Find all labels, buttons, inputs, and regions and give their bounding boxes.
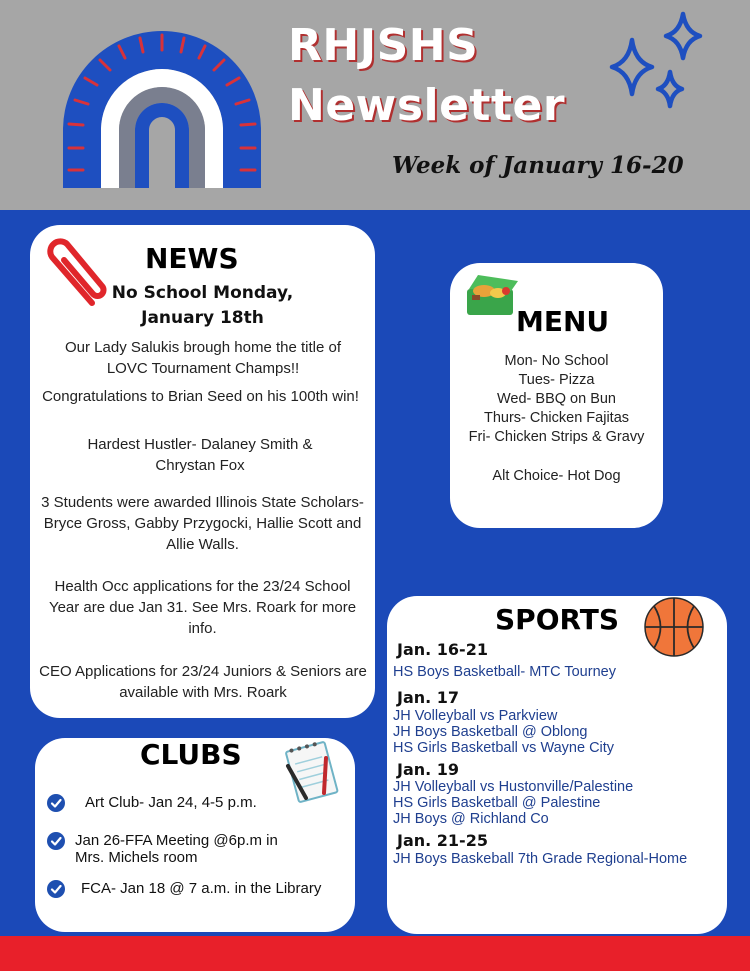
news-subheading-line-1: No School Monday, — [111, 283, 294, 303]
sports-event: JH Boys Baskeball 7th Grade Regional-Home — [393, 851, 688, 867]
clubs-heading: CLUBS — [140, 738, 242, 771]
menu-alt-choice: Alt Choice- Hot Dog — [492, 468, 621, 484]
sports-card — [387, 596, 727, 934]
newsletter-title-line-2: Newsletter — [288, 80, 566, 131]
club-item-text: FCA- Jan 18 @ 7 a.m. in the Library — [81, 880, 322, 897]
menu-item: Fri- Chicken Strips & Gravy — [468, 429, 645, 445]
sparkle-icon — [600, 10, 710, 120]
menu-item: Wed- BBQ on Bun — [496, 391, 617, 407]
notepad-pen-icon — [280, 738, 345, 808]
club-item-text: Jan 26-FFA Meeting @6p.m in Mrs. Michels room — [75, 832, 278, 866]
checkmark-icon — [47, 880, 65, 898]
news-item: Hardest Hustler- Dalaney Smith & Chrystan Fox — [87, 436, 313, 474]
sports-event: JH Volleyball vs Hustonville/Palestine — [393, 779, 634, 795]
club-item-text: Art Club- Jan 24, 4-5 p.m. — [85, 794, 257, 811]
week-label: Week of January 16-20 — [392, 152, 684, 179]
rainbow-icon — [55, 20, 270, 190]
news-item: Our Lady Salukis brough home the title of LOVC Tournament Champs!! — [65, 339, 341, 377]
news-item: Health Occ applications for the 23/24 School Year are due Jan 31. See Mrs. Roark for more info. — [48, 578, 357, 637]
checkmark-icon — [47, 832, 65, 850]
menu-item: Tues- Pizza — [518, 372, 595, 388]
sports-event: JH Boys @ Richland Co — [393, 811, 549, 827]
bottom-accent-bar — [0, 936, 750, 971]
news-item: Congratulations to Brian Seed on his 100th win! — [42, 388, 359, 405]
sports-event: HS Girls Basketball @ Palestine — [393, 795, 601, 811]
sports-heading: SPORTS — [495, 603, 620, 636]
club-item — [47, 832, 307, 866]
news-item: CEO Applications for 23/24 Juniors & Seniors are available with Mrs. Roark — [39, 663, 367, 701]
club-item — [47, 794, 257, 812]
clubs-card — [35, 738, 355, 932]
sports-event: JH Volleyball vs Parkview — [393, 708, 558, 724]
news-subheading — [30, 281, 375, 331]
header-banner — [0, 0, 750, 210]
news-card — [30, 225, 375, 718]
menu-item: Mon- No School — [504, 353, 609, 369]
basketball-icon — [643, 596, 705, 658]
newsletter-title-line-1: RHJSHS — [288, 20, 479, 71]
sports-event: HS Boys Basketball- MTC Tourney — [393, 664, 616, 680]
sports-event: JH Boys Basketball @ Oblong — [393, 724, 588, 740]
menu-card — [450, 263, 663, 528]
news-heading: NEWS — [145, 242, 239, 275]
sports-date: Jan. 19 — [397, 760, 460, 779]
checkmark-icon — [47, 794, 65, 812]
sports-date: Jan. 21-25 — [397, 831, 488, 850]
sports-date: Jan. 16-21 — [397, 640, 488, 659]
menu-heading: MENU — [516, 305, 610, 338]
sports-date: Jan. 17 — [397, 688, 460, 707]
club-item — [47, 880, 321, 898]
menu-list — [450, 352, 663, 447]
sports-event: HS Girls Basketball vs Wayne City — [393, 740, 615, 756]
menu-item: Thurs- Chicken Fajitas — [483, 410, 630, 426]
news-item: 3 Students were awarded Illinois State Scholars- Bryce Gross, Gabby Przygocki, Hallie Scott and Allie Walls. — [41, 494, 364, 553]
news-subheading-line-2: January 18th — [141, 308, 264, 328]
lunchbox-icon — [464, 269, 519, 319]
